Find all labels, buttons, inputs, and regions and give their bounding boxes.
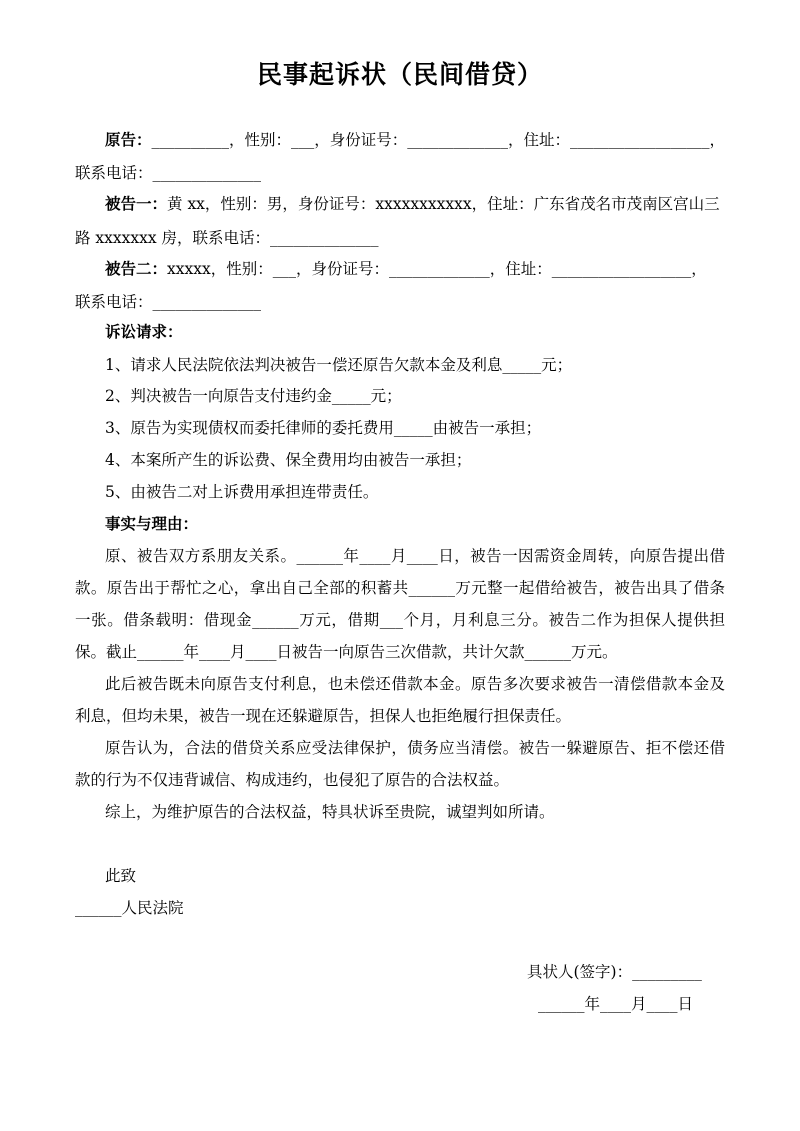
defendant1-line: [105, 194, 720, 214]
defendant1-label: 被告一：: [105, 195, 168, 213]
facts-p1-line: 保。截止______年____月____日被告一向原告三次借款，共计欠款______万元。: [75, 643, 618, 661]
facts-conclusion: 综上，为维护原告的合法权益，特具状诉至贵院，诚望判如所请。: [105, 803, 555, 821]
plaintiff-details: __________，性别：___，身份证号：_____________，住址：__________________，: [151, 131, 726, 149]
plaintiff-label: 原告：: [105, 131, 152, 149]
claim-item: 3、原告为实现债权而委托律师的委托费用_____由被告一承担；: [105, 419, 542, 437]
claim-item: 2、判决被告一向原告支付违约金_____元；: [105, 387, 402, 405]
defendant2-details: xxxxx，性别：___，身份证号：_____________，住址：__________________，: [167, 260, 707, 278]
claims-heading: 诉讼请求：: [105, 323, 183, 341]
claim-item: 5、由被告二对上诉费用承担连带责任。: [105, 483, 379, 501]
defendant1-address-phone: 路 xxxxxxx 房，联系电话：______________: [75, 229, 379, 247]
closing-salutation: 此致: [105, 867, 137, 885]
plaintiff-phone: 联系电话：______________: [75, 164, 262, 182]
defendant2-line: [105, 259, 707, 279]
facts-p2-line: 此后被告既未向原告支付利息，也未偿还借款本金。原告多次要求被告一清偿借款本金及: [105, 675, 725, 693]
facts-p1-line: 一张。借条载明：借现金______万元，借期___个月，月利息三分。被告二作为担保人提供担: [75, 611, 725, 629]
facts-p3-line: 原告认为，合法的借贷关系应受法律保护，债务应当清偿。被告一躲避原告、拒不偿还借: [105, 739, 725, 757]
facts-p2-line: 利息，但均未果，被告一现在还躲避原告，担保人也拒绝履行担保责任。: [75, 707, 572, 725]
defendant2-label: 被告二：: [105, 260, 168, 278]
plaintiff-line: [105, 130, 725, 150]
signer-line: 具状人(签字)：_________: [527, 963, 702, 981]
defendant2-phone: 联系电话：______________: [75, 293, 262, 311]
closing-court: ______人民法院: [75, 899, 184, 917]
defendant1-details: 黄 xx，性别：男，身份证号：xxxxxxxxxxx，住址：广东省茂名市茂南区宫山三: [167, 195, 720, 213]
facts-p3-line: 款的行为不仅违背诚信、构成违约，也侵犯了原告的合法权益。: [75, 771, 510, 789]
facts-p1-line: 款。原告出于帮忙之心，拿出自己全部的积蓄共______万元整一起借给被告，被告出具了借条: [75, 579, 725, 597]
claim-item: 1、请求人民法院依法判决被告一偿还原告欠款本金及利息_____元；: [105, 356, 573, 374]
claim-item: 4、本案所产生的诉讼费、保全费用均由被告一承担；: [105, 451, 472, 469]
document-title: 民事起诉状（民间借贷）: [256, 60, 543, 89]
facts-p1-line: 原、被告双方系朋友关系。______年____月____日，被告一因需资金周转，向原告提出借: [105, 547, 725, 565]
facts-heading: 事实与理由：: [105, 515, 199, 533]
signature-date: ______年____月____日: [538, 995, 694, 1013]
